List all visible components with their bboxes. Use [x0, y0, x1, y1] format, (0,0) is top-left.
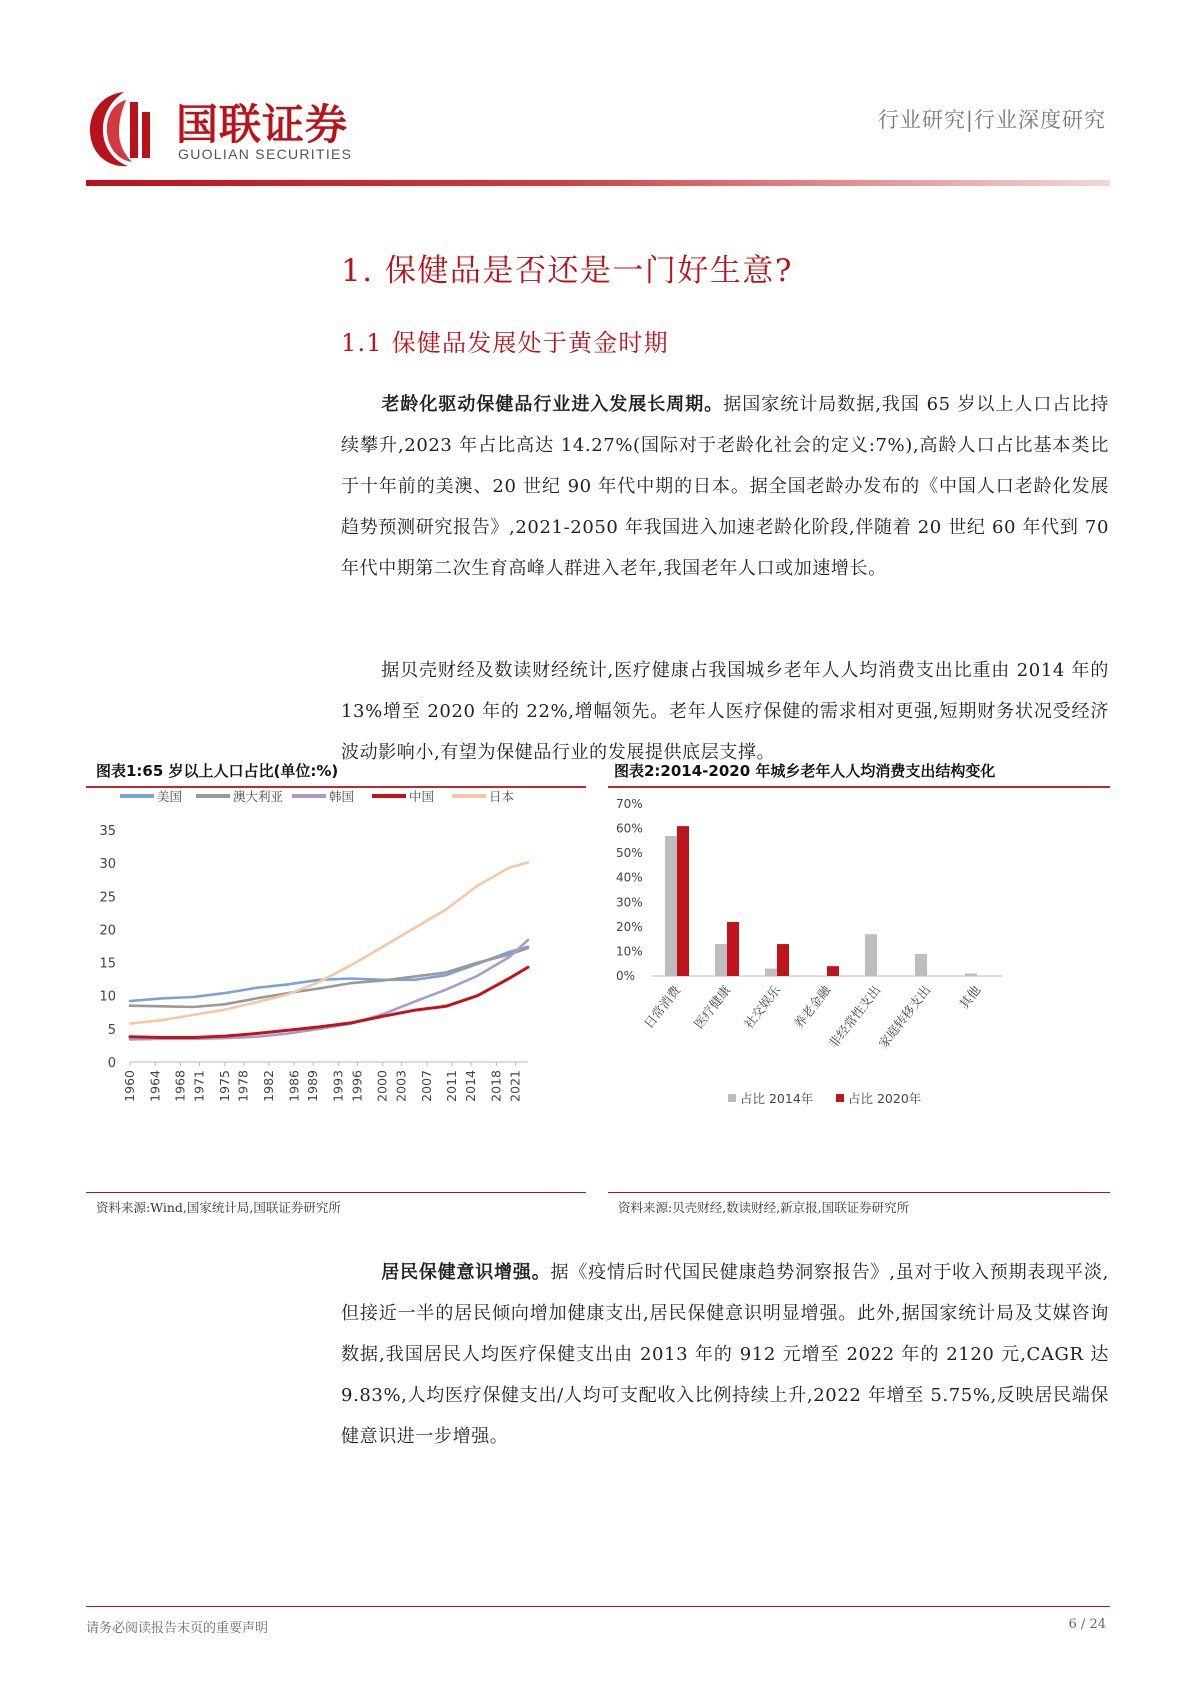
- y-tick-label: 30: [99, 857, 116, 873]
- x-tick-label: 1996: [349, 1070, 365, 1102]
- paragraph-body: 据《疫情后时代国民健康趋势洞察报告》,虽对于收入预期表现平淡,但接近一半的居民倾向增加健康支出,居民保健意识明显增强。此外,据国家统计局及艾媒咨询数据,我国居民人均医疗保健支出由 2013 年的 912 元增至 2022 年的 2120 元,CAGR 达 9.83%,人均医疗保健支出/人均可支配收入比例持续上升,2022 年增至 5.75%,反映居民端保健意识进一步增强。: [341, 1262, 1109, 1447]
- y-tick-label: 70%: [616, 797, 643, 811]
- y-tick-label: 10: [99, 989, 116, 1005]
- figure1-top-rule: [86, 786, 586, 788]
- paragraph-health-awareness: [341, 1252, 1109, 1457]
- y-tick-label: 0%: [616, 969, 636, 983]
- series-line-美国: [130, 947, 528, 1001]
- logo-mark-icon: [86, 88, 158, 170]
- x-tick-label: 1968: [172, 1070, 188, 1102]
- footer-disclaimer: 请务必阅读报告末页的重要声明: [86, 1621, 269, 1636]
- legend-item: [120, 790, 182, 804]
- x-tick-label: 日常消费: [640, 982, 684, 1032]
- x-tick-label: 1971: [191, 1070, 207, 1102]
- x-tick-label: 家庭转移支出: [875, 982, 934, 1051]
- report-category: 行业研究|行业深度研究: [877, 108, 1106, 132]
- x-tick-label: 2000: [374, 1070, 390, 1102]
- y-tick-label: 0: [107, 1056, 116, 1071]
- paragraph-aging: [341, 384, 1109, 589]
- figure2-title: 图表2:2014-2020 年城乡老年人人均消费支出结构变化: [614, 762, 996, 780]
- figure1-source: 资料来源:Wind,国家统计局,国联证券研究所: [96, 1200, 341, 1215]
- legend-label: 美国: [157, 790, 183, 804]
- paragraph-lead: 居民保健意识增强。: [381, 1262, 551, 1283]
- legend-item: [372, 790, 434, 804]
- x-tick-label: 1989: [305, 1070, 321, 1102]
- bar-非经常性支出-占比 2014年: [865, 934, 877, 976]
- legend-swatch: [836, 1094, 844, 1102]
- legend-label: 韩国: [329, 790, 355, 804]
- y-tick-label: 25: [99, 890, 116, 906]
- x-tick-label: 2003: [393, 1070, 409, 1102]
- y-tick-label: 10%: [616, 944, 643, 959]
- legend-item: [196, 790, 284, 804]
- y-tick-label: 15: [99, 956, 116, 972]
- figure2-bottom-rule: [608, 1192, 1110, 1193]
- x-tick-label: 1986: [286, 1070, 302, 1102]
- x-tick-label: 2021: [507, 1070, 523, 1102]
- x-tick-label: 1960: [122, 1070, 137, 1102]
- y-tick-label: 40%: [616, 870, 643, 885]
- bar-家庭转移支出-占比 2014年: [915, 954, 927, 976]
- bar-其他-占比 2014年: [965, 974, 977, 976]
- x-tick-label: 非经常性支出: [825, 982, 884, 1051]
- logo-text: 国联证券: [176, 100, 349, 149]
- logo-subtitle: GUOLIAN SECURITIES: [178, 146, 353, 162]
- x-tick-label: 1975: [216, 1070, 232, 1102]
- bar-养老金融-占比 2020年: [827, 966, 839, 976]
- figure2-source: 资料来源:贝壳财经,数读财经,新京报,国联证券研究所: [618, 1200, 910, 1215]
- paragraph-medical-share: [341, 650, 1109, 773]
- x-tick-label: 1978: [235, 1070, 251, 1102]
- x-tick-label: 2007: [418, 1070, 434, 1102]
- x-tick-label: 2014: [463, 1070, 479, 1102]
- subsection-title: 1.1 保健品发展处于黄金时期: [341, 329, 669, 357]
- bar-医疗健康-占比 2020年: [727, 922, 739, 976]
- header-divider: [86, 180, 1110, 186]
- x-tick-label: 2018: [488, 1070, 504, 1102]
- y-tick-label: 35: [99, 824, 116, 839]
- y-tick-label: 50%: [616, 846, 643, 861]
- legend-label: 日本: [489, 790, 515, 804]
- x-tick-label: 其他: [956, 982, 984, 1012]
- bar-日常消费-占比 2020年: [677, 826, 689, 976]
- y-tick-label: 30%: [616, 895, 643, 910]
- bar-日常消费-占比 2014年: [665, 836, 677, 976]
- x-tick-label: 1982: [260, 1070, 276, 1102]
- legend-item: [452, 790, 514, 804]
- x-tick-label: 2011: [444, 1070, 460, 1102]
- x-tick-label: 医疗健康: [690, 982, 734, 1032]
- y-tick-label: 60%: [616, 821, 643, 836]
- footer-divider: [86, 1606, 1110, 1607]
- legend-label: 占比 2014年: [740, 1091, 814, 1106]
- paragraph-body: 据国家统计局数据,我国 65 岁以上人口占比持续攀升,2023 年占比高达 14.27%(国际对于老龄化社会的定义:7%),高龄人口占比基本类比于十年前的美澳、20 世纪 90 年代中期的日本。据全国老龄办发布的《中国人口老龄化发展趋势预测研究报告》,2021-2050 年我国进入加速老龄化阶段,伴随着 20 世纪 60 年代到 70 年代中期第二次生育高峰人群进入老年,我国老年人口或加速增长。: [341, 394, 1109, 579]
- x-tick-label: 1964: [147, 1070, 163, 1102]
- bar-医疗健康-占比 2014年: [715, 944, 727, 976]
- y-tick-label: 20: [99, 923, 116, 939]
- paragraph-lead: 老龄化驱动保健品行业进入发展长周期。: [381, 394, 724, 415]
- figure2-top-rule: [608, 786, 1110, 788]
- y-tick-label: 5: [107, 1022, 116, 1038]
- y-tick-label: 20%: [616, 919, 643, 934]
- page-number: 6 / 24: [1068, 1617, 1106, 1632]
- bar-社交娱乐-占比 2014年: [765, 969, 777, 976]
- section-title: 1. 保健品是否还是一门好生意?: [341, 253, 794, 289]
- legend-item: [292, 790, 354, 804]
- bar-社交娱乐-占比 2020年: [777, 944, 789, 976]
- legend-label: 占比 2020年: [848, 1091, 922, 1106]
- legend-item: [836, 1091, 921, 1106]
- x-tick-label: 社交娱乐: [740, 982, 784, 1032]
- legend-label: 中国: [409, 790, 435, 804]
- legend-item: [728, 1091, 813, 1106]
- figure1-title: 图表1:65 岁以上人口占比(单位:%): [96, 762, 339, 780]
- legend-swatch: [728, 1094, 736, 1102]
- bar-chart-consumption-structure: [608, 790, 1110, 1186]
- legend-label: 澳大利亚: [233, 790, 284, 804]
- x-tick-label: 养老金融: [790, 982, 834, 1032]
- paragraph-body: 据贝壳财经及数读财经统计,医疗健康占我国城乡老年人人均消费支出比重由 2014 年的 13%增至 2020 年的 22%,增幅领先。老年人医疗保健的需求相对更强,短期财务状况受经济波动影响小,有望为保健品行业的发展提供底层支撑。: [341, 660, 1109, 763]
- figure1-bottom-rule: [86, 1192, 586, 1193]
- line-chart-elderly-share: [86, 790, 586, 1186]
- x-tick-label: 1993: [330, 1070, 346, 1102]
